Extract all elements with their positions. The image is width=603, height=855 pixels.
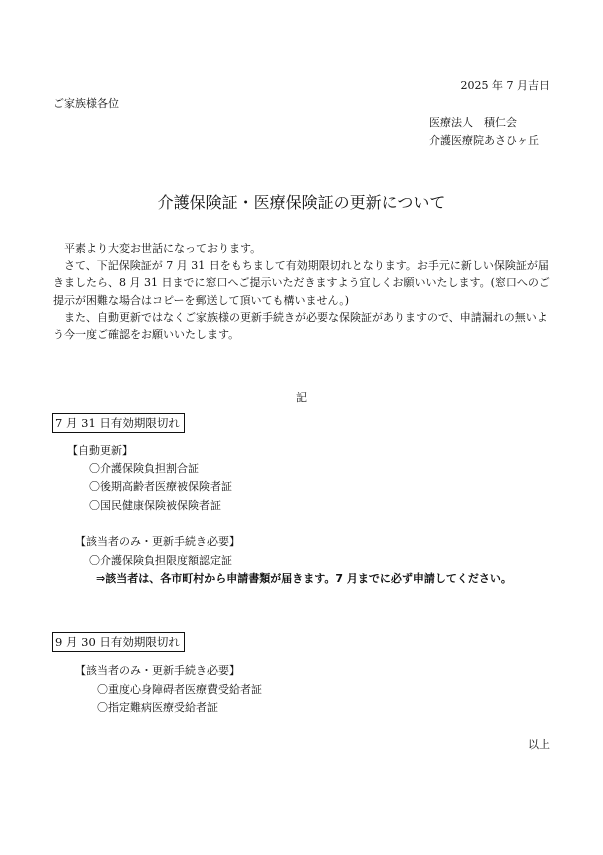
document-title: 介護保険証・医療保険証の更新について xyxy=(157,193,446,212)
group-label-procedure-required: 【該当者のみ・更新手続き必要】 xyxy=(75,535,240,548)
list-item: 〇重度心身障碍者医療費受給者証 xyxy=(97,683,262,696)
group-label-auto-renewal: 【自動更新】 xyxy=(67,444,133,457)
list-item: 〇後期高齢者医療被保険者証 xyxy=(89,480,232,493)
list-item: 〇国民健康保険被保険者証 xyxy=(89,499,221,512)
list-item: 〇指定難病医療受給者証 xyxy=(97,701,218,714)
recipient-line: ご家族様各位 xyxy=(53,97,119,110)
group-label-procedure-required: 【該当者のみ・更新手続き必要】 xyxy=(75,664,240,677)
body-paragraph-expiry-notice: さて、下記保険証が 7 月 31 日をもちまして有効期限切れとなります。お手元に新しい保険証が届きましたら、8 月 31 日までに窓口へご提示いただきますよう宜しくお願いいたします。(窓口へのご提示が困難な場合はコピーを郵送して頂いても構いません。) xyxy=(53,259,550,307)
sender-facility: 介護医療院あさひヶ丘 xyxy=(429,134,539,147)
list-item: 〇介護保険負担割合証 xyxy=(89,462,199,475)
list-item: 〇介護保険負担限度額認定証 xyxy=(89,554,232,567)
section-heading-september: 9 月 30 日有効期限切れ xyxy=(52,632,185,652)
body-text xyxy=(53,240,556,343)
body-paragraph-greeting: 平素より大変お世話になっております。 xyxy=(64,242,262,255)
body-paragraph-renewal-reminder: また、自動更新ではなくご家族様の更新手続きが必要な保険証がありますので、申請漏れの無いよう今一度ご確認をお願いいたします。 xyxy=(53,310,548,342)
sender-organization: 医療法人 積仁会 xyxy=(429,116,517,129)
application-note: ⇒該当者は、各市町村から申請書類が届きます。7 月までに必ず申請してください。 xyxy=(96,572,512,585)
document-date: 2025 年 7 月吉日 xyxy=(460,79,550,92)
ki-marker: 記 xyxy=(296,391,307,404)
section-heading-july: 7 月 31 日有効期限切れ xyxy=(52,413,185,433)
closing-mark: 以上 xyxy=(528,738,550,751)
